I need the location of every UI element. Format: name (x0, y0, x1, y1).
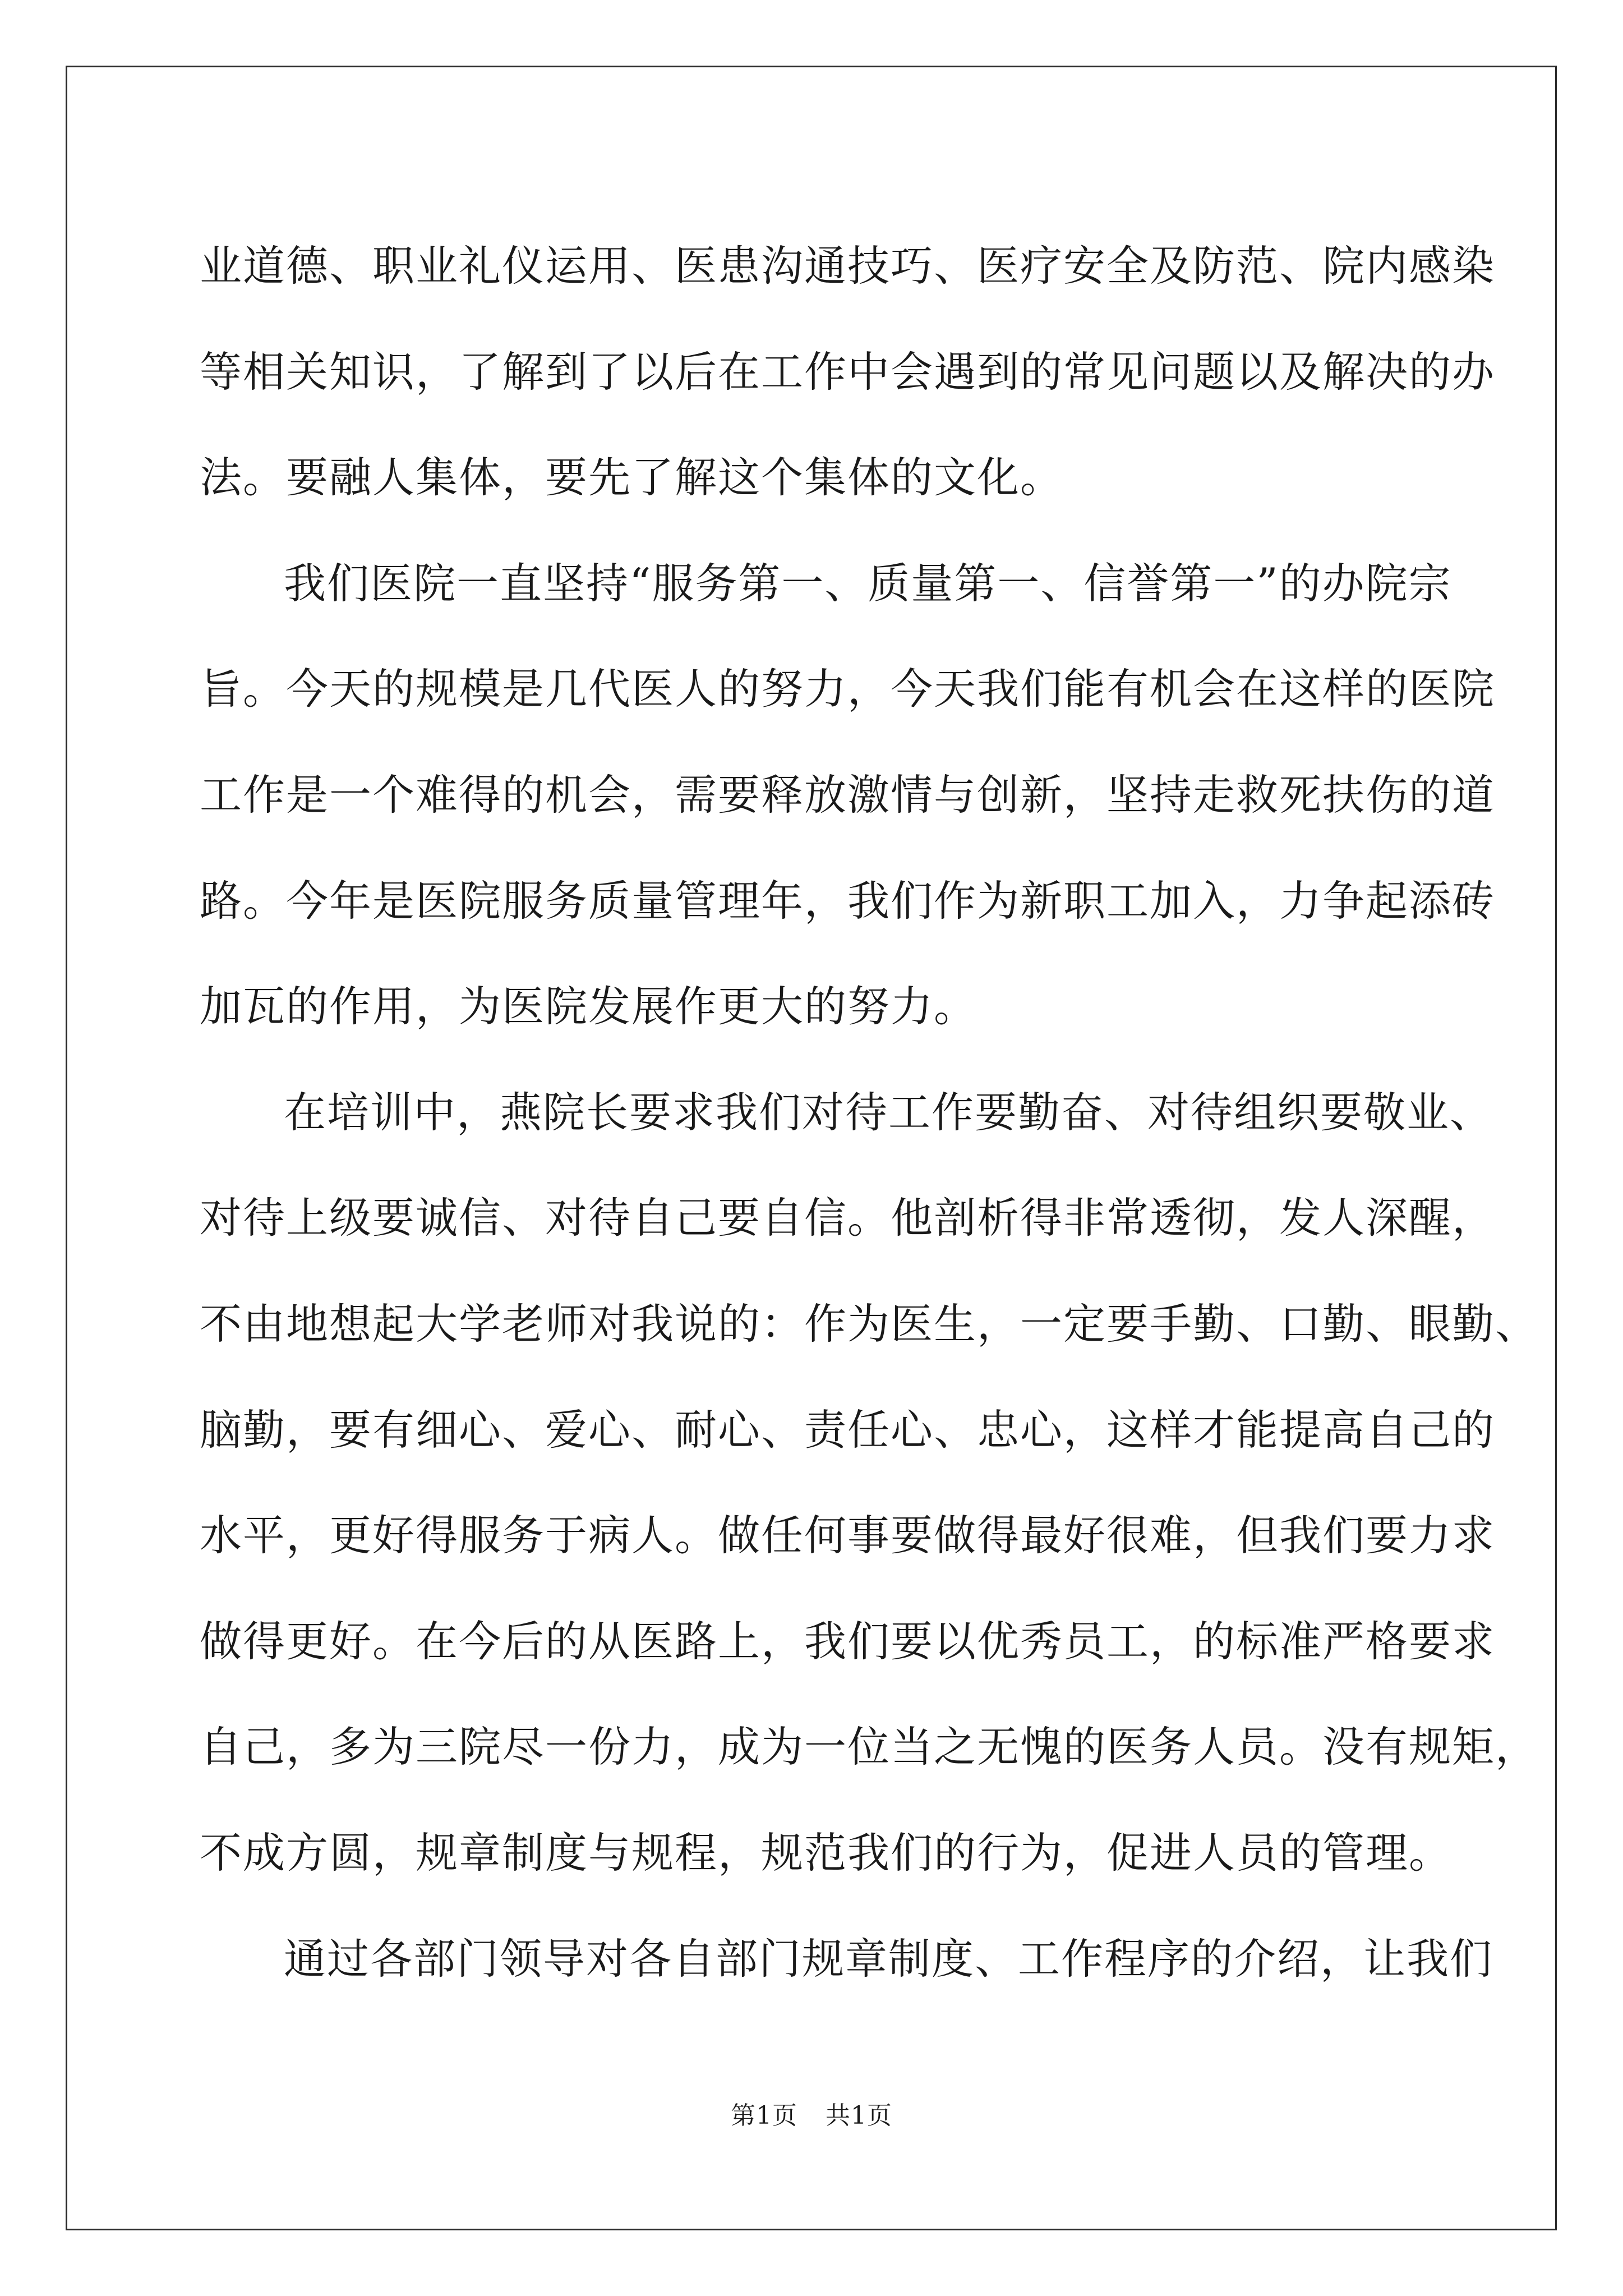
paragraph-start-line: 在培训中，燕院长要求我们对待工作要勤奋、对待组织要敬业、 (284, 1087, 1493, 1137)
text-line: 不成方圆，规章制度与规程，规范我们的行为，促进人员的管理。 (200, 1828, 1453, 1878)
paragraph-start-line: 通过各部门领导对各自部门规章制度、工作程序的介绍，让我们 (284, 1934, 1493, 1984)
text-line: 工作是一个难得的机会，需要释放激情与创新，坚持走救死扶伤的道 (200, 770, 1496, 820)
paragraph-start-line: 我们医院一直坚持“服务第一、质量第一、信誉第一”的办院宗 (284, 558, 1452, 608)
text-line: 脑勤，要有细心、爱心、耐心、责任心、忠心，这样才能提高自己的 (200, 1405, 1496, 1455)
page-number-total: 共1页 (826, 2101, 892, 2130)
text-line: 加瓦的作用，为医院发展作更大的努力。 (200, 982, 978, 1032)
text-line: 自己，多为三院尽一份力，成为一位当之无愧的医务人员。没有规矩， (200, 1722, 1539, 1772)
text-line: 法。要融人集体，要先了解这个集体的文化。 (200, 453, 1064, 503)
text-line: 旨。今天的规模是几代医人的努力，今天我们能有机会在这样的医院 (200, 664, 1496, 714)
text-line: 水平，更好得服务于病人。做任何事要做得最好很难，但我们要力求 (200, 1511, 1496, 1561)
text-line: 做得更好。在今后的从医路上，我们要以优秀员工，的标准严格要求 (200, 1616, 1496, 1666)
text-line: 业道德、职业礼仪运用、医患沟通技巧、医疗安全及防范、院内感染 (200, 241, 1496, 291)
text-line: 对待上级要诚信、对待自己要自信。他剖析得非常透彻，发人深醒， (200, 1193, 1496, 1243)
page-number-current: 第1页 (731, 2101, 797, 2130)
text-line: 路。今年是医院服务质量管理年，我们作为新职工加入，力争起添砖 (200, 876, 1496, 926)
document-body (200, 213, 1539, 2012)
text-line: 不由地想起大学老师对我说的：作为医生，一定要手勤、口勤、眼勤、 (200, 1299, 1539, 1349)
page-footer (0, 2095, 1623, 2131)
text-line: 等相关知识，了解到了以后在工作中会遇到的常见问题以及解决的办 (200, 347, 1496, 397)
